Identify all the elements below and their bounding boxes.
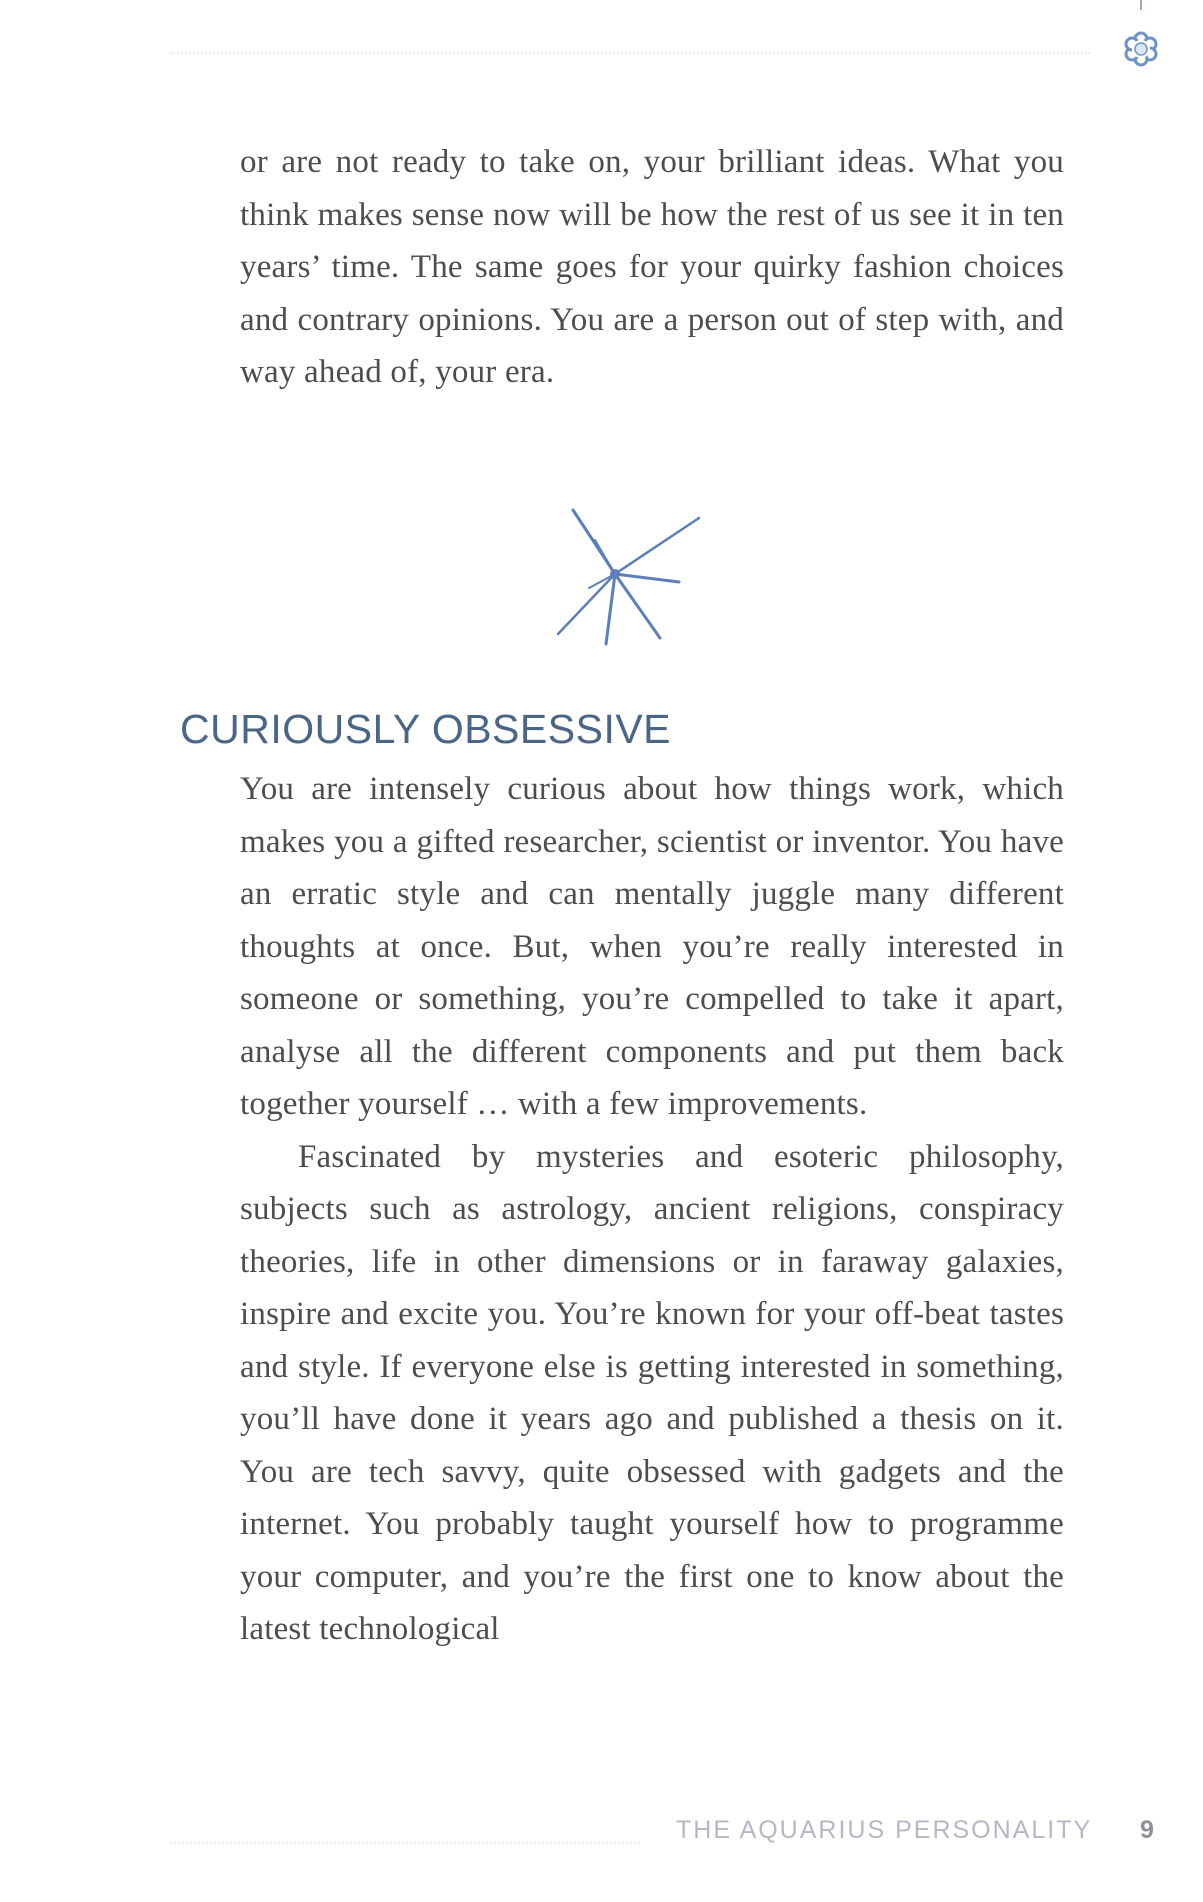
page-number: 9 bbox=[1140, 1816, 1154, 1844]
corner-tick-mark bbox=[1140, 0, 1142, 10]
top-dotted-rule bbox=[170, 52, 1090, 54]
section-body bbox=[240, 763, 1064, 1656]
intro-paragraph: or are not ready to take on, your brilliant ideas. What you think makes sense now will be how the rest of us see it in ten years’ time. The same goes for your quirky fashion choices and contrary opinions. You are a person out of step with, and way ahead of, your era. bbox=[240, 144, 1064, 390]
flower-icon bbox=[1120, 28, 1162, 70]
footer-dotted-rule bbox=[170, 1842, 640, 1844]
running-head: THE AQUARIUS PERSONALITY bbox=[676, 1816, 1093, 1844]
body-paragraph-2: Fascinated by mysteries and esoteric philosophy, subjects such as astrology, ancient religions, conspiracy theories, life in other dimensions or in faraway galaxies, inspire and excite you. You’re known for your off-beat tastes and style. If everyone else is getting interested in something, you’ll have done it years ago and published a thesis on it. You are tech savvy, quite obsessed with gadgets and the internet. You probably taught yourself how to programme your computer, and you’re the first one to know about the latest technological bbox=[240, 1138, 1064, 1647]
body-paragraph-1: You are intensely curious about how things work, which makes you a gifted researcher, scientist or inventor. You have an erratic style and can mentally juggle many different thoughts at once. But, when you’re really interested in someone or something, you’re compelled to take it apart, analyse all the different components and put them back together yourself … with a few improvements. bbox=[240, 771, 1064, 1122]
star-icon bbox=[553, 502, 705, 650]
intro-paragraph-block bbox=[240, 136, 1064, 399]
section-heading: CURIOUSLY OBSESSIVE bbox=[180, 706, 672, 752]
